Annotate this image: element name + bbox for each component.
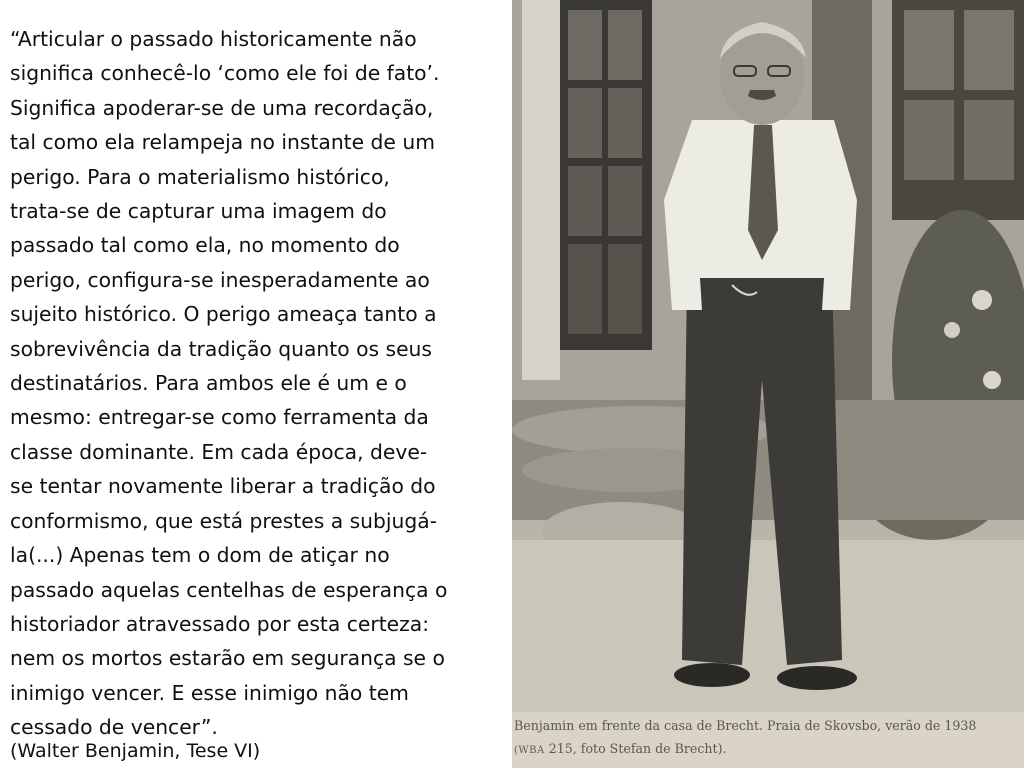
quote-line: significa conhecê-lo ‘como ele foi de fato’. [10,61,440,86]
caption-credit: 215, foto Stefan de Brecht). [544,741,727,756]
quote-line: mesmo: entregar-se como ferramenta da [10,405,429,430]
quote-line: “Articular o passado historicamente não [10,27,417,51]
caption-line-1: Benjamin em frente da casa de Brecht. Praia de Skovsbo, verão de 1938 [514,718,977,733]
quote-text [10,22,506,745]
quote-line: tal como ela relampeja no instante de um [10,130,435,155]
quote-line: sujeito histórico. O perigo ameaça tanto a [10,302,437,327]
quote-line: cessado de vencer”. [10,715,218,740]
photo-ground [512,540,1024,712]
quote-line: passado tal como ela, no momento do [10,233,400,258]
quote-line: inimigo vencer. E esse inimigo não tem [10,680,409,705]
photo-card [512,0,1024,768]
quote-line: perigo, configura-se inesperadamente ao [10,267,430,292]
quote-line: classe dominante. Em cada época, deve- [10,439,428,464]
caption-archive-code: (WBA [514,745,545,756]
quote-line: historiador atravessado por esta certeza: [10,611,430,636]
quote-line: destinatários. Para ambos ele é um e o [10,371,407,396]
quote-line: conformismo, que está prestes a subjugá- [10,508,438,533]
benjamin-photo [512,0,1024,712]
quote-line: nem os mortos estarão em segurança se o [10,646,445,671]
photo-caption [512,714,1024,762]
quote-line: Significa apoderar-se de uma recordação, [10,95,434,120]
photo-curtain [522,0,560,380]
caption-line-2 [514,737,1024,762]
quote-line: la(...) Apenas tem o dom de atiçar no [10,543,390,568]
quote-line: perigo. Para o materialismo histórico, [10,164,390,189]
quote-line: trata-se de capturar uma imagem do [10,199,387,224]
quote-line: se tentar novamente liberar a tradição do [10,474,436,499]
quote-line: sobrevivência da tradição quanto os seus [10,336,432,361]
quote-attribution: (Walter Benjamin, Tese VI) [10,740,261,762]
quote-line: passado aquelas centelhas de esperança o [10,577,448,602]
